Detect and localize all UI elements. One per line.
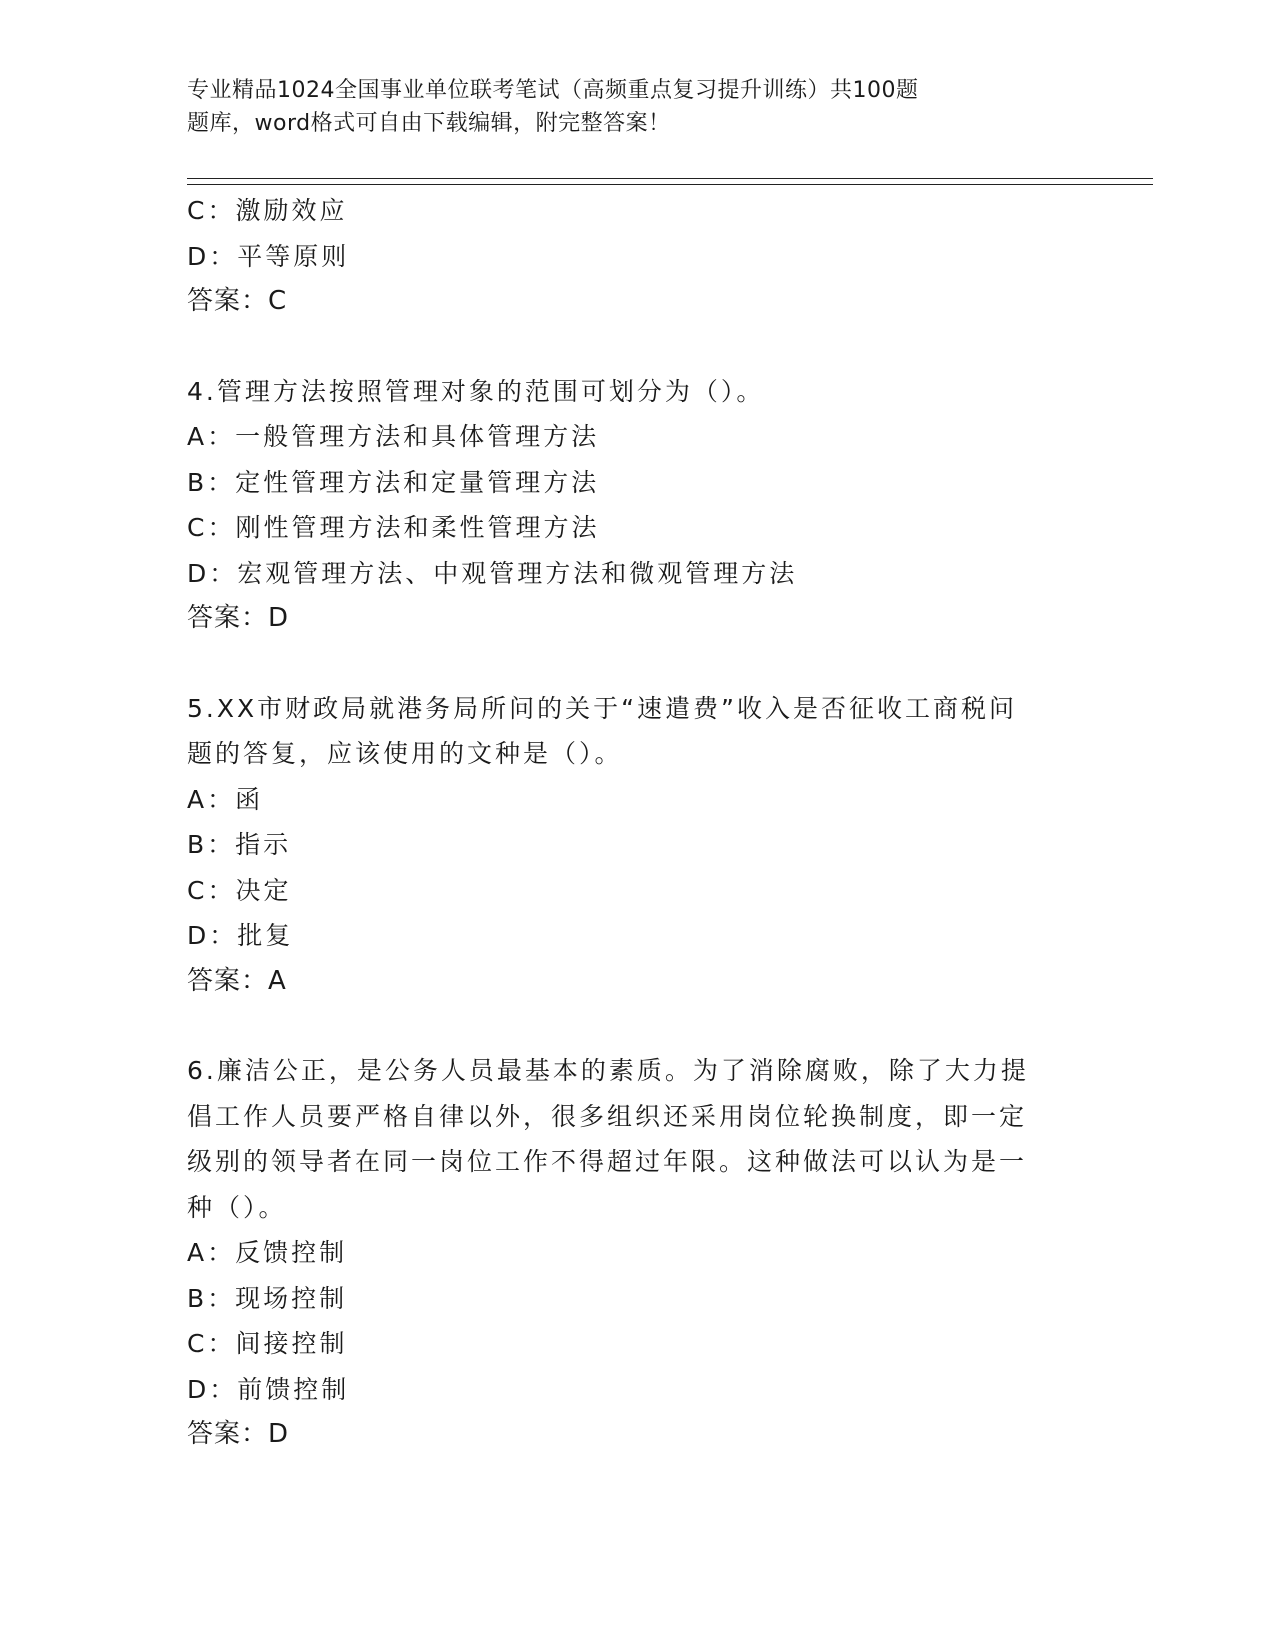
question-4 bbox=[187, 369, 1067, 642]
question-5 bbox=[187, 686, 1067, 1005]
spacer bbox=[187, 325, 1067, 369]
page-header bbox=[187, 74, 1087, 140]
q4-stem: 4.管理方法按照管理对象的范围可划分为（）。 bbox=[187, 376, 765, 406]
q6-option-c: C：间接控制 bbox=[187, 1329, 348, 1358]
question-6 bbox=[187, 1048, 1067, 1458]
header-title-line-2: 题库，word格式可自由下载编辑，附完整答案！ bbox=[187, 111, 671, 136]
q4-answer: 答案：D bbox=[187, 603, 290, 633]
q5-option-a: A：函 bbox=[187, 784, 264, 814]
q3-answer: 答案：C bbox=[187, 286, 288, 316]
q6-stem-line-3: 级别的领导者在同一岗位工作不得超过年限。这种做法可以认为是一 bbox=[187, 1147, 1028, 1176]
q6-option-a: A：反馈控制 bbox=[187, 1238, 348, 1267]
spacer bbox=[187, 1004, 1067, 1048]
document-body bbox=[187, 188, 1067, 1458]
q5-option-c: C：决定 bbox=[187, 875, 292, 905]
spacer bbox=[187, 642, 1067, 686]
q4-option-a: A：一般管理方法和具体管理方法 bbox=[187, 422, 600, 451]
header-title-line-1: 专业精品1024全国事业单位联考笔试（高频重点复习提升训练）共100题 bbox=[187, 78, 919, 103]
q6-stem-line-1: 6.廉洁公正，是公务人员最基本的素质。为了消除腐败，除了大力提 bbox=[187, 1056, 1029, 1085]
q6-stem-line-2: 倡工作人员要严格自律以外，很多组织还采用岗位轮换制度，即一定 bbox=[187, 1101, 1028, 1131]
q4-option-b: B：定性管理方法和定量管理方法 bbox=[187, 467, 600, 497]
question-3-tail bbox=[187, 188, 1067, 325]
q6-option-b: B：现场控制 bbox=[187, 1283, 348, 1313]
q6-stem-line-4: 种（）。 bbox=[187, 1192, 287, 1222]
q3-option-c: C：激励效应 bbox=[187, 196, 348, 225]
q5-stem-line-2: 题的答复，应该使用的文种是（）。 bbox=[187, 739, 623, 768]
q5-option-b: B：指示 bbox=[187, 830, 292, 859]
q3-option-d: D：平等原则 bbox=[187, 241, 350, 271]
q6-answer: 答案：D bbox=[187, 1419, 290, 1449]
q6-option-d: D：前馈控制 bbox=[187, 1374, 350, 1404]
q5-answer: 答案：A bbox=[187, 965, 287, 996]
q4-option-c: C：刚性管理方法和柔性管理方法 bbox=[187, 513, 600, 542]
q4-option-d: D：宏观管理方法、中观管理方法和微观管理方法 bbox=[187, 558, 798, 588]
header-divider bbox=[187, 178, 1153, 185]
q5-option-d: D：批复 bbox=[187, 921, 294, 950]
q5-stem-line-1: 5.XX市财政局就港务局所问的关于“速遣费”收入是否征收工商税问 bbox=[187, 693, 1018, 723]
